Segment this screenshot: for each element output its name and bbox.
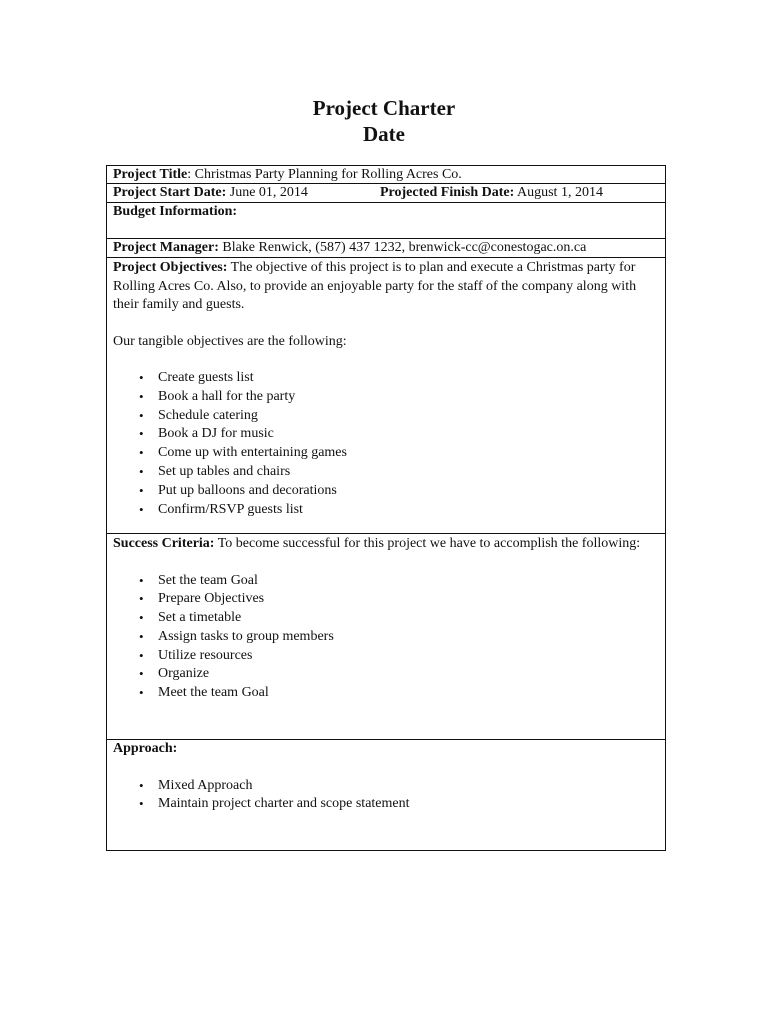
- objectives-intro: Our tangible objectives are the following:: [113, 333, 347, 349]
- project-manager-row: [107, 239, 665, 258]
- budget-row: [107, 203, 665, 239]
- bullet-icon: •: [139, 445, 144, 461]
- bullet-icon: •: [139, 388, 144, 404]
- bullet-icon: •: [139, 572, 144, 588]
- list-item-text: Mixed Approach: [158, 777, 253, 793]
- list-item-text: Meet the team Goal: [158, 685, 269, 701]
- list-item-text: Maintain project charter and scope statement: [158, 796, 410, 812]
- success-criteria-list: [113, 572, 665, 704]
- list-item: [113, 425, 665, 444]
- list-item: [113, 795, 665, 814]
- bullet-icon: •: [139, 501, 144, 517]
- list-item-text: Utilize resources: [158, 647, 253, 663]
- list-item: [113, 388, 665, 407]
- list-item-text: Create guests list: [158, 370, 254, 385]
- bullet-icon: •: [139, 796, 144, 812]
- list-item: [113, 665, 665, 684]
- project-manager-value: Blake Renwick, (587) 437 1232, brenwick-cc@conestogac.on.ca: [218, 240, 587, 255]
- document-date-heading: Date: [363, 122, 405, 146]
- list-item-text: Come up with entertaining games: [158, 445, 347, 461]
- list-item: [113, 444, 665, 463]
- bullet-icon: •: [139, 666, 144, 682]
- list-item: [113, 684, 665, 703]
- project-title-label: Project Title: [113, 167, 188, 182]
- bullet-icon: •: [139, 591, 144, 607]
- objectives-text: The objective of this project is to plan and execute a Christmas party for Rolling Acres Co. Also, to provide an enjoyable party for the staff of the company along with their family and guests.: [113, 260, 637, 312]
- project-manager-label: Project Manager:: [113, 240, 219, 255]
- approach-label: Approach:: [113, 741, 178, 756]
- success-criteria-text: To become successful for this project we have to accomplish the following:: [214, 536, 641, 551]
- bullet-icon: •: [139, 370, 144, 385]
- success-criteria-row: [107, 534, 665, 740]
- list-item: [113, 647, 665, 666]
- start-date-label: Project Start Date:: [113, 185, 227, 200]
- list-item-text: Set a timetable: [158, 610, 242, 626]
- project-title-row: [107, 166, 665, 184]
- list-item: [113, 590, 665, 609]
- bullet-icon: •: [139, 610, 144, 626]
- bullet-icon: •: [139, 407, 144, 423]
- list-item: [113, 407, 665, 426]
- bullet-icon: •: [139, 647, 144, 663]
- finish-date-value: August 1, 2014: [514, 185, 603, 200]
- list-item: [113, 628, 665, 647]
- project-dates-row: [107, 184, 665, 203]
- approach-list: [113, 777, 665, 815]
- bullet-icon: •: [139, 777, 144, 793]
- list-item-text: Book a DJ for music: [158, 426, 274, 442]
- bullet-icon: •: [139, 685, 144, 701]
- list-item: [113, 482, 665, 501]
- list-item-text: Confirm/RSVP guests list: [158, 501, 303, 517]
- approach-row: [107, 740, 665, 850]
- success-criteria-label: Success Criteria:: [113, 536, 215, 551]
- list-item-text: Set up tables and chairs: [158, 463, 291, 479]
- project-title-value: : Christmas Party Planning for Rolling Acres Co.: [187, 167, 462, 182]
- bullet-icon: •: [139, 426, 144, 442]
- finish-date: [380, 184, 603, 203]
- list-item-text: Prepare Objectives: [158, 591, 265, 607]
- list-item-text: Book a hall for the party: [158, 388, 296, 404]
- list-item: [113, 777, 665, 796]
- list-item: [113, 501, 665, 520]
- objectives-list: [113, 369, 665, 519]
- budget-label: Budget Information:: [113, 204, 238, 219]
- list-item: [113, 369, 665, 388]
- objectives-row: [107, 258, 665, 534]
- objectives-paragraph: [113, 259, 665, 315]
- bullet-icon: •: [139, 482, 144, 498]
- list-item: [113, 572, 665, 591]
- finish-date-label: Projected Finish Date:: [380, 185, 515, 200]
- success-criteria-paragraph: [113, 535, 665, 554]
- list-item-text: Set the team Goal: [158, 572, 258, 588]
- list-item-text: Schedule catering: [158, 407, 258, 423]
- list-item: [113, 609, 665, 628]
- document-title: Project Charter: [312, 96, 456, 120]
- start-date-value: June 01, 2014: [226, 185, 308, 200]
- list-item: [113, 463, 665, 482]
- bullet-icon: •: [139, 628, 144, 644]
- bullet-icon: •: [139, 463, 144, 479]
- list-item-text: Assign tasks to group members: [158, 628, 334, 644]
- objectives-label: Project Objectives:: [113, 260, 228, 275]
- list-item-text: Put up balloons and decorations: [158, 482, 337, 498]
- list-item-text: Organize: [158, 666, 210, 682]
- project-charter-table: [106, 165, 666, 851]
